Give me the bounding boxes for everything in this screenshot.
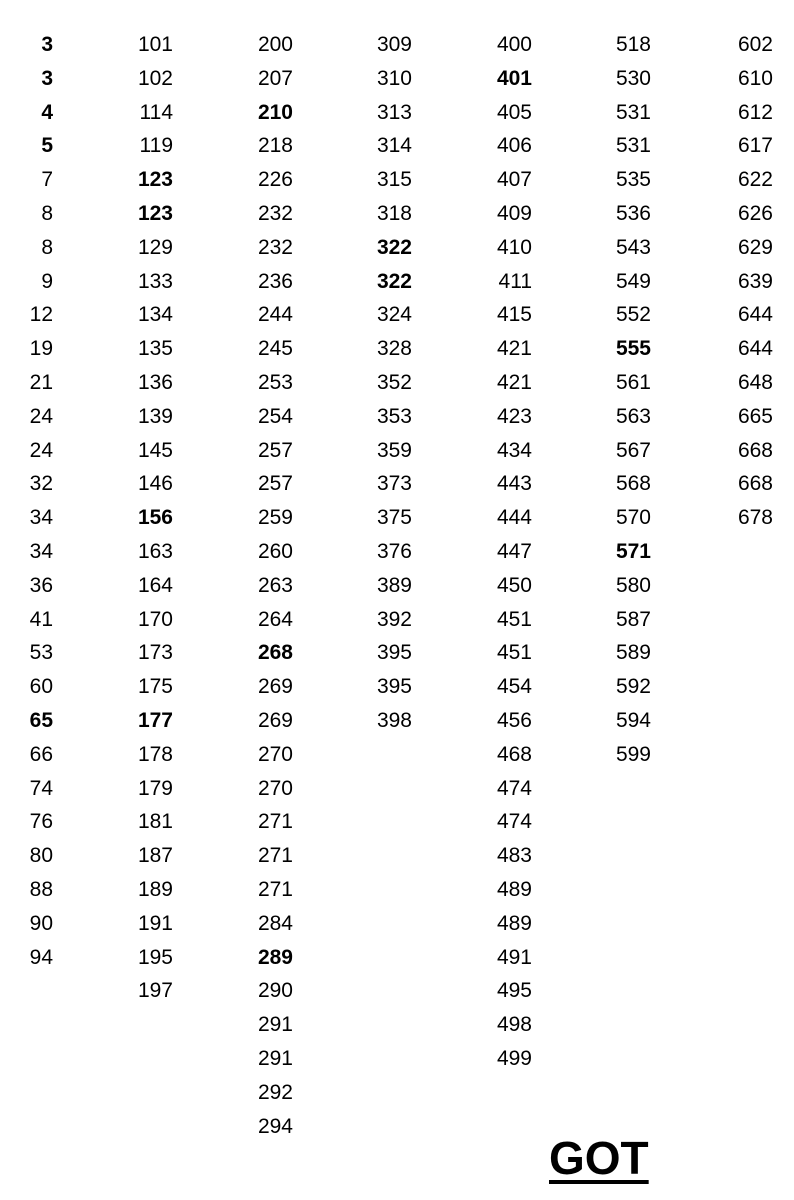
number-entry: 561 [615, 370, 651, 394]
number-entry: 163 [137, 539, 173, 563]
number-entry: 668 [737, 438, 773, 462]
number-entry: 668 [737, 472, 773, 496]
number-entry: 644 [737, 303, 773, 327]
got-label: GOT [549, 1132, 649, 1184]
number-entry: 518 [615, 33, 651, 56]
number-entry: 181 [137, 810, 173, 834]
number-entry: 549 [615, 269, 651, 293]
number-entry: 406 [496, 134, 532, 158]
number-entry: 269 [257, 708, 293, 732]
bold-number-entry: 4 [41, 100, 53, 124]
number-entry: 102 [137, 66, 173, 90]
number-entry: 454 [496, 675, 532, 699]
number-entry: 60 [29, 675, 53, 699]
number-entry: 359 [376, 438, 412, 462]
number-entry: 88 [29, 877, 53, 901]
bold-number-entry: 289 [257, 945, 293, 969]
number-entry: 207 [257, 66, 293, 90]
bold-number-entry: 156 [137, 506, 173, 530]
number-entry: 552 [615, 303, 651, 327]
number-entry: 599 [615, 742, 651, 766]
number-entry: 101 [137, 33, 173, 56]
number-entry: 531 [615, 134, 651, 158]
number-entry: 313 [376, 100, 412, 124]
number-entry: 145 [137, 438, 173, 462]
number-entry: 594 [615, 708, 651, 732]
number-entry: 434 [496, 438, 532, 462]
number-entry: 447 [496, 539, 532, 563]
number-entry: 8 [41, 201, 53, 225]
number-entry: 443 [496, 472, 532, 496]
number-entry: 421 [496, 370, 532, 394]
number-entry: 9 [41, 269, 53, 293]
number-entry: 489 [496, 911, 532, 935]
bold-number-entry: 123 [137, 168, 173, 192]
number-entry: 314 [376, 134, 412, 158]
number-entry: 665 [737, 404, 773, 428]
bold-number-entry: 123 [137, 201, 173, 225]
bold-number-entry: 401 [496, 66, 532, 90]
number-entry: 260 [257, 539, 293, 563]
bold-number-entry: 177 [137, 708, 173, 732]
number-entry: 400 [496, 33, 532, 56]
number-entry: 389 [376, 573, 412, 597]
number-entry: 129 [137, 235, 173, 259]
number-entry: 392 [376, 607, 412, 631]
number-entry: 164 [137, 573, 173, 597]
number-entry: 678 [737, 506, 773, 530]
number-entry: 410 [496, 235, 532, 259]
number-entry: 191 [137, 911, 173, 935]
number-entry: 74 [29, 776, 53, 800]
number-entry: 398 [376, 708, 412, 732]
number-entry: 218 [257, 134, 293, 158]
number-entry: 491 [496, 945, 532, 969]
number-entry: 94 [29, 945, 53, 969]
number-entry: 644 [737, 337, 773, 361]
number-entry: 19 [29, 337, 53, 361]
number-entry: 617 [737, 134, 773, 158]
number-entry: 324 [376, 303, 412, 327]
number-entry: 232 [257, 201, 293, 225]
bold-number-entry: 65 [29, 708, 53, 732]
number-entry: 135 [137, 337, 173, 361]
number-entry: 245 [257, 337, 293, 361]
number-entry: 405 [496, 100, 532, 124]
number-entry: 269 [257, 675, 293, 699]
number-entry: 451 [496, 607, 532, 631]
number-entry: 352 [376, 370, 412, 394]
number-entry: 24 [29, 438, 53, 462]
number-column-1 [10, 28, 53, 974]
number-entry: 270 [257, 776, 293, 800]
number-entry: 622 [737, 168, 773, 192]
number-entry: 179 [137, 776, 173, 800]
number-entry: 253 [257, 370, 293, 394]
number-entry: 90 [29, 911, 53, 935]
number-entry: 373 [376, 472, 412, 496]
number-entry: 291 [257, 1013, 293, 1037]
number-entry: 257 [257, 438, 293, 462]
bold-number-entry: 571 [615, 539, 651, 563]
number-entry: 264 [257, 607, 293, 631]
bold-number-entry: 3 [41, 33, 53, 56]
number-entry: 602 [737, 33, 773, 56]
number-entry: 187 [137, 844, 173, 868]
number-entry: 423 [496, 404, 532, 428]
number-entry: 421 [496, 337, 532, 361]
number-entry: 8 [41, 235, 53, 259]
number-entry: 7 [41, 168, 53, 192]
number-entry: 563 [615, 404, 651, 428]
number-entry: 411 [498, 269, 532, 293]
number-entry: 499 [496, 1046, 532, 1070]
number-entry: 589 [615, 641, 651, 665]
number-entry: 290 [257, 979, 293, 1003]
number-entry: 271 [257, 877, 293, 901]
number-entry: 474 [496, 810, 532, 834]
number-entry: 189 [137, 877, 173, 901]
number-entry: 34 [29, 506, 53, 530]
number-entry: 271 [257, 844, 293, 868]
number-entry: 53 [29, 641, 53, 665]
number-entry: 259 [257, 506, 293, 530]
number-entry: 468 [496, 742, 532, 766]
number-entry: 495 [496, 979, 532, 1003]
number-entry: 587 [615, 607, 651, 631]
number-entry: 639 [737, 269, 773, 293]
number-entry: 444 [496, 506, 532, 530]
number-entry: 254 [257, 404, 293, 428]
number-entry: 134 [137, 303, 173, 327]
number-entry: 451 [496, 641, 532, 665]
number-column-3 [240, 28, 293, 1143]
number-entry: 570 [615, 506, 651, 530]
number-entry: 197 [137, 979, 173, 1003]
number-entry: 592 [615, 675, 651, 699]
number-entry: 133 [137, 269, 173, 293]
number-entry: 318 [376, 201, 412, 225]
number-entry: 270 [257, 742, 293, 766]
number-entry: 530 [615, 66, 651, 90]
number-entry: 76 [29, 810, 53, 834]
number-entry: 200 [257, 33, 293, 56]
number-entry: 535 [615, 168, 651, 192]
number-column-7 [718, 28, 773, 535]
number-entry: 244 [257, 303, 293, 327]
number-entry: 612 [737, 100, 773, 124]
number-entry: 310 [376, 66, 412, 90]
number-entry: 315 [376, 168, 412, 192]
number-column-6 [598, 28, 651, 772]
number-entry: 543 [615, 235, 651, 259]
number-entry: 178 [137, 742, 173, 766]
number-entry: 284 [257, 911, 293, 935]
number-entry: 195 [137, 945, 173, 969]
number-entry: 41 [29, 607, 53, 631]
number-entry: 648 [737, 370, 773, 394]
number-entry: 236 [257, 269, 293, 293]
number-entry: 450 [496, 573, 532, 597]
number-entry: 376 [376, 539, 412, 563]
number-entry: 21 [29, 370, 53, 394]
number-entry: 456 [496, 708, 532, 732]
bold-number-entry: 5 [41, 134, 53, 158]
number-entry: 257 [257, 472, 293, 496]
bold-number-entry: 210 [257, 100, 293, 124]
number-entry: 12 [29, 303, 53, 327]
number-entry: 407 [496, 168, 532, 192]
number-column-5 [479, 28, 532, 1076]
number-entry: 395 [376, 641, 412, 665]
number-entry: 498 [496, 1013, 532, 1037]
number-entry: 409 [496, 201, 532, 225]
number-entry: 489 [496, 877, 532, 901]
number-entry: 474 [496, 776, 532, 800]
number-entry: 32 [29, 472, 53, 496]
number-entry: 629 [737, 235, 773, 259]
number-entry: 173 [137, 641, 173, 665]
bold-number-entry: 3 [41, 66, 53, 90]
number-entry: 294 [257, 1114, 293, 1138]
number-entry: 34 [29, 539, 53, 563]
number-entry: 146 [137, 472, 173, 496]
number-entry: 395 [376, 675, 412, 699]
number-entry: 114 [139, 100, 173, 124]
number-entry: 170 [137, 607, 173, 631]
number-column-4 [359, 28, 412, 738]
number-entry: 375 [376, 506, 412, 530]
number-entry: 328 [376, 337, 412, 361]
number-entry: 626 [737, 201, 773, 225]
number-column-2 [120, 28, 173, 1008]
number-entry: 66 [29, 742, 53, 766]
number-entry: 271 [257, 810, 293, 834]
number-entry: 80 [29, 844, 53, 868]
number-entry: 580 [615, 573, 651, 597]
bold-number-entry: 322 [376, 269, 412, 293]
number-entry: 536 [615, 201, 651, 225]
number-entry: 226 [257, 168, 293, 192]
number-entry: 353 [376, 404, 412, 428]
bold-number-entry: 555 [615, 337, 651, 361]
number-entry: 175 [137, 675, 173, 699]
number-entry: 309 [376, 33, 412, 56]
number-entry: 567 [615, 438, 651, 462]
number-entry: 415 [496, 303, 532, 327]
bold-number-entry: 322 [376, 235, 412, 259]
bold-number-entry: 268 [257, 641, 293, 665]
number-entry: 36 [29, 573, 53, 597]
number-entry: 136 [137, 370, 173, 394]
number-entry: 531 [615, 100, 651, 124]
number-entry: 24 [29, 404, 53, 428]
number-entry: 139 [137, 404, 173, 428]
number-entry: 263 [257, 573, 293, 597]
number-entry: 568 [615, 472, 651, 496]
number-entry: 610 [737, 66, 773, 90]
number-entry: 291 [257, 1046, 293, 1070]
number-entry: 119 [139, 134, 173, 158]
number-entry: 232 [257, 235, 293, 259]
number-entry: 483 [496, 844, 532, 868]
number-entry: 292 [257, 1080, 293, 1104]
